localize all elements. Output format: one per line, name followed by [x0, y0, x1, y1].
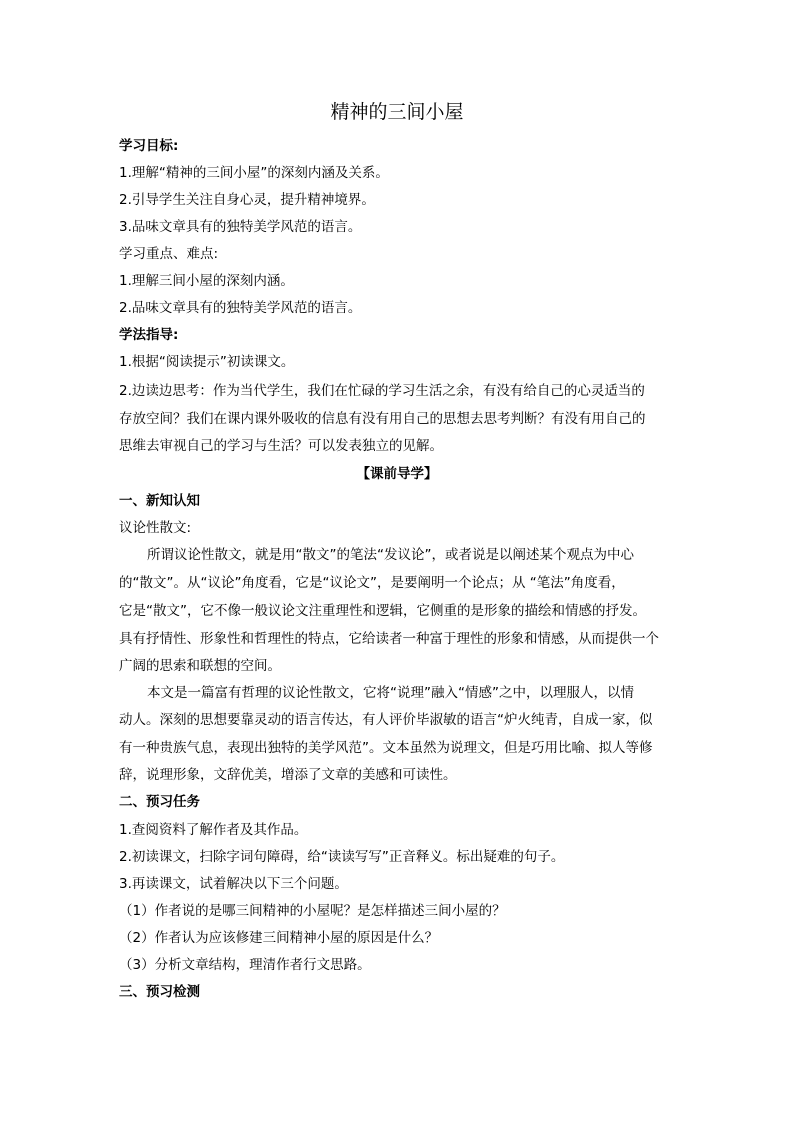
section-heading-2: 二、预习任务: [119, 794, 200, 810]
paragraph-line: 所谓议论性散文，就是用“散文”的笔法“发议论”，或者说是以阐述某个观点为中心: [147, 547, 634, 563]
paragraph-line: 它是“散文”，它不像一般议论文注重理性和逻辑，它侧重的是形象的描绘和情感的抒发。: [119, 603, 646, 619]
paragraph-line: 动人。深刻的思想要靠灵动的语言传达，有人评价毕淑敏的语言“炉火纯青，自成一家，似: [119, 712, 653, 728]
paragraph-line: 的“散文”。从“议论”角度看，它是“议论文”，是要阐明一个论点；从 “笔法”角度看，: [119, 575, 625, 591]
question-item: （1）作者说的是哪三间精神的小屋呢？是怎样描述三间小屋的？: [119, 903, 506, 919]
task-item: 2.初读课文，扫除字词句障碍，给“读读写写”正音释义。标出疑难的句子。: [119, 849, 565, 865]
paragraph-line: 有一种贵族气息，表现出独特的美学风范”。文本虽然为说理文，但是巧用比喻、拟人等修: [119, 740, 653, 756]
paragraph-line: 广阔的思索和联想的空间。: [119, 658, 281, 674]
task-item: 1.查阅资料了解作者及其作品。: [119, 822, 308, 838]
learning-goals-heading: 学习目标:: [119, 138, 179, 154]
question-item: （3）分析文章结构，理清作者行文思路。: [119, 957, 371, 973]
method-item: 1.根据“阅读提示”初读课文。: [119, 354, 295, 370]
document-title: 精神的三间小屋: [330, 101, 464, 123]
goal-item: 1.理解“精神的三间小屋”的深刻内涵及关系。: [119, 165, 389, 181]
paragraph-line: 具有抒情性、形象性和哲理性的特点，它给读者一种富于理性的形象和情感，从而提供一个: [119, 631, 659, 647]
method-item-continued: 存放空间？我们在课内课外吸收的信息有没有用自己的思想去思考判断？有没有用自己的: [119, 411, 646, 427]
section-heading-1: 一、新知认知: [119, 493, 200, 509]
key-point-item: 2.品味文章具有的独特美学风范的语言。: [119, 300, 362, 316]
key-point-item: 1.理解三间小屋的深刻内涵。: [119, 273, 294, 289]
study-method-heading: 学法指导:: [119, 327, 179, 343]
paragraph-line: 辞，说理形象，文辞优美，增添了文章的美感和可读性。: [119, 767, 457, 783]
method-item-continued: 思维去审视自己的学习与生活？可以发表独立的见解。: [119, 438, 443, 454]
method-item: 2.边读边思考：作为当代学生，我们在忙碌的学习生活之余，有没有给自己的心灵适当的: [119, 383, 645, 399]
task-item: 3.再读课文，试着解决以下三个问题。: [119, 876, 348, 892]
section-heading-3: 三、预习检测: [119, 984, 200, 1000]
key-points-heading: 学习重点、难点:: [119, 246, 219, 262]
question-item: （2）作者认为应该修建三间精神小屋的原因是什么？: [119, 930, 439, 946]
term-label: 议论性散文:: [119, 520, 192, 536]
paragraph-line: 本文是一篇富有哲理的议论性散文，它将“说理”融入“情感”之中，以理服人，以情: [147, 685, 634, 701]
preview-section-heading: 【课前导学】: [356, 466, 438, 482]
goal-item: 2.引导学生关注自身心灵，提升精神境界。: [119, 192, 375, 208]
goal-item: 3.品味文章具有的独特美学风范的语言。: [119, 219, 362, 235]
